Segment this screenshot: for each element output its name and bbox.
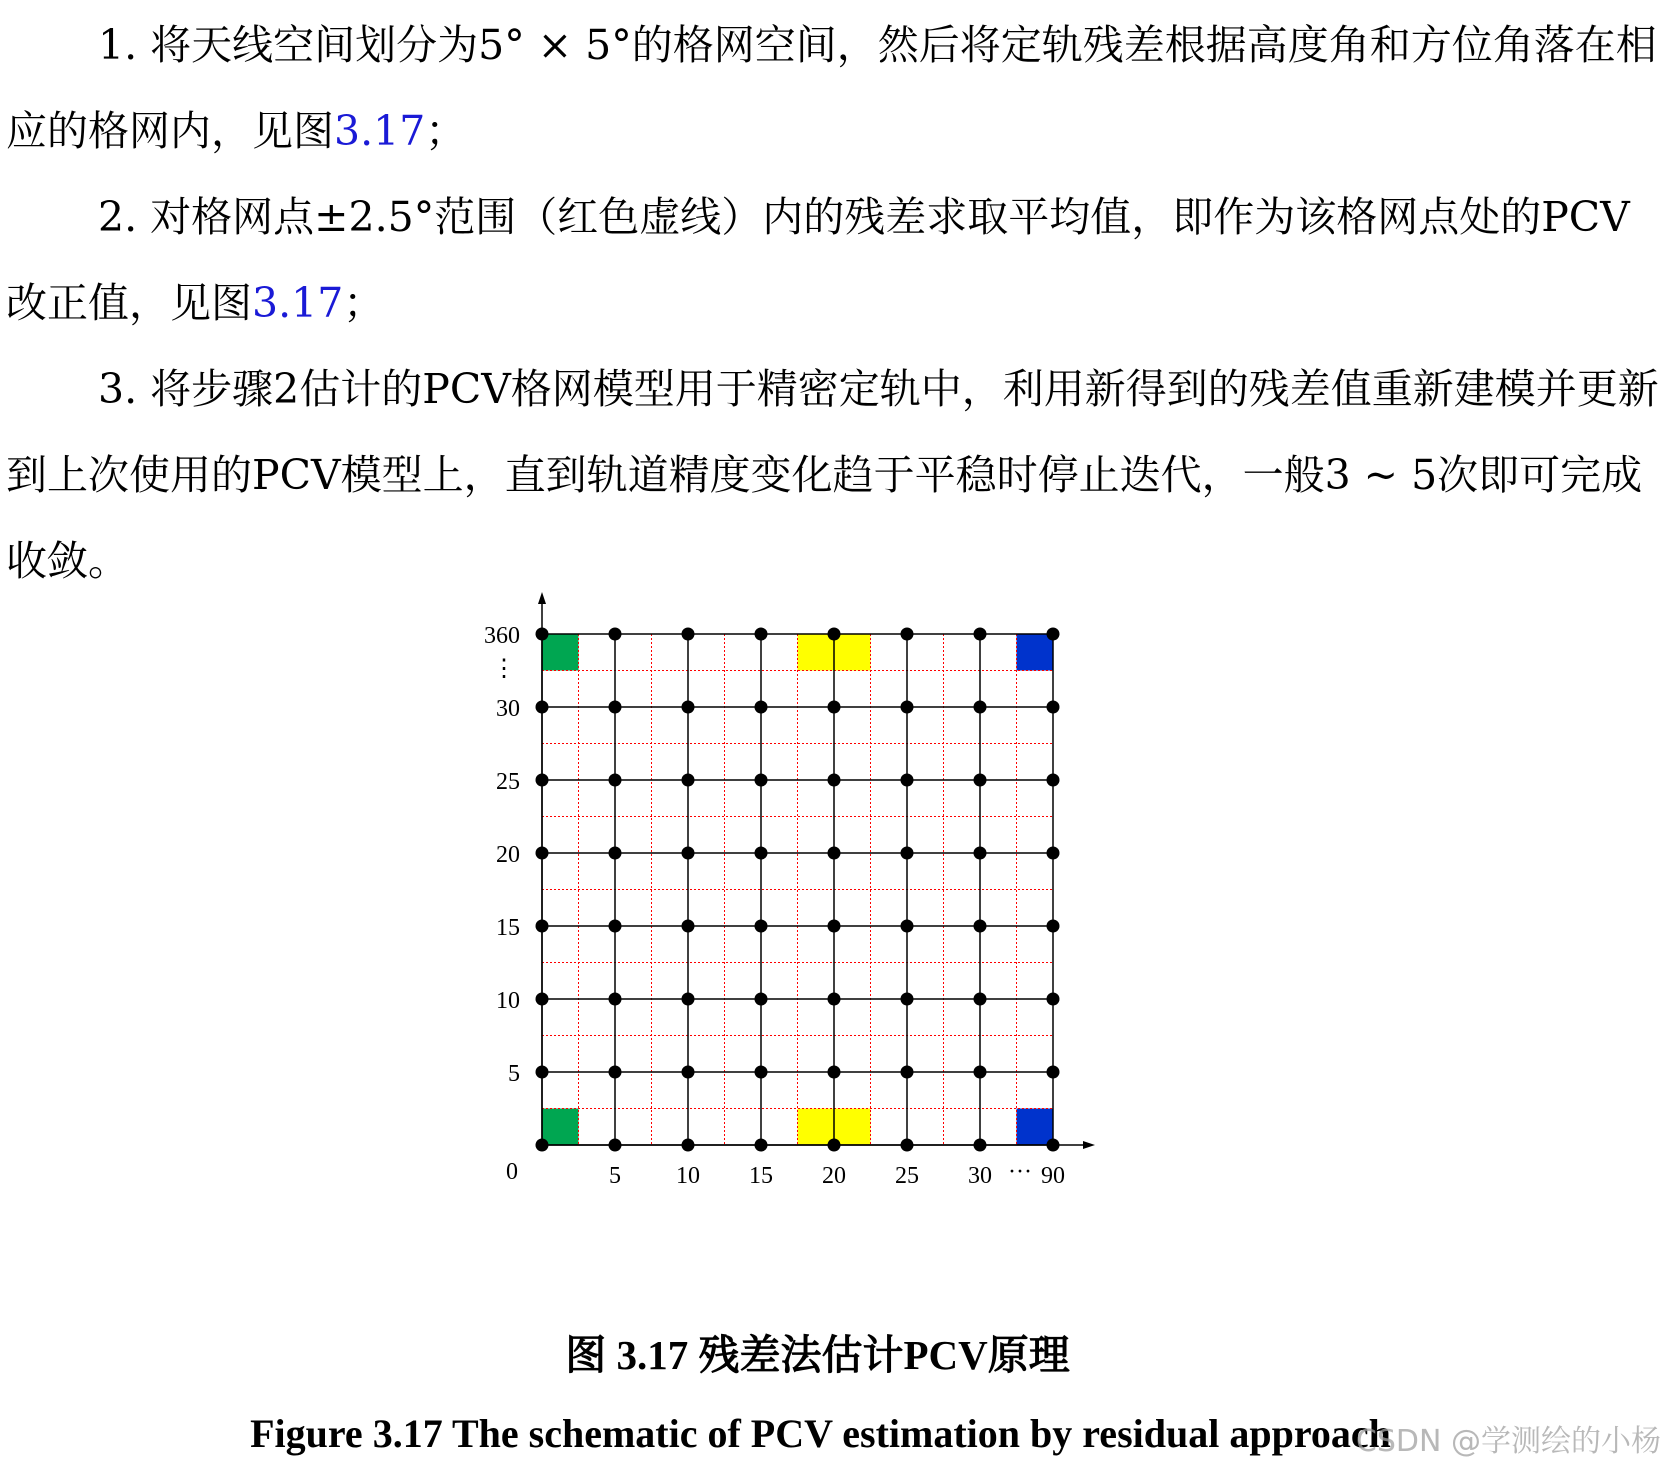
x-tick-label: 20 [822, 1163, 846, 1189]
x-ellipsis: ··· [1008, 1159, 1032, 1185]
highlight-cell-top-blue [1017, 634, 1054, 671]
grid-point [755, 774, 768, 787]
grid-point [536, 774, 549, 787]
grid-point [828, 774, 841, 787]
x-tick-label: 5 [609, 1163, 621, 1189]
grid-point [1047, 847, 1060, 860]
grid-point [536, 1066, 549, 1079]
grid-point [682, 847, 695, 860]
grid-point [609, 701, 622, 714]
paragraph-punct: ； [343, 279, 385, 327]
grid-point [828, 701, 841, 714]
grid-point [609, 847, 622, 860]
grid-point [901, 701, 914, 714]
watermark: CSDN @学测绘的小杨 [1355, 1424, 1661, 1459]
highlight-cell-bottom-blue [1017, 1109, 1054, 1146]
y-tick-label: 30 [496, 696, 520, 722]
grid-point [901, 993, 914, 1006]
grid-point [536, 701, 549, 714]
figure-ref-link[interactable]: 3.17 [252, 279, 344, 327]
y-tick-label: 360 [484, 623, 520, 649]
grid-point [682, 774, 695, 787]
grid-point [536, 847, 549, 860]
paragraph-text: 3. 将步骤2估计的PCV格网模型用于精密定轨中，利用新得到的残差值重新建模并更新到上次使用的PCV模型上，直到轨道精度变化趋于平稳时停止迭代，一般3 ~ 5次即可完成收敛。 [6, 365, 1659, 585]
grid-point [828, 628, 841, 641]
grid-point [901, 628, 914, 641]
y-tick-label: 5 [508, 1061, 520, 1087]
grid-point [828, 1066, 841, 1079]
highlight-cell-top-green [542, 634, 579, 671]
x-tick-label: 90 [1041, 1163, 1065, 1189]
grid-point [1047, 1139, 1060, 1152]
grid-point [755, 1139, 768, 1152]
grid-point [609, 628, 622, 641]
grid-point [974, 847, 987, 860]
grid-point [901, 920, 914, 933]
paragraph-step-2 [6, 174, 1666, 346]
grid-point [828, 1139, 841, 1152]
grid-point [609, 774, 622, 787]
grid-point [901, 774, 914, 787]
grid-point [682, 1139, 695, 1152]
grid-point [536, 628, 549, 641]
origin-label: 0 [506, 1159, 518, 1185]
grid-point [609, 1139, 622, 1152]
highlight-cell-bottom-green [542, 1109, 579, 1146]
grid-point [609, 993, 622, 1006]
grid-point [1047, 774, 1060, 787]
y-tick-label: 25 [496, 769, 520, 795]
figure-ref-link[interactable]: 3.17 [334, 107, 426, 155]
grid-point [974, 993, 987, 1006]
figure-caption-english: Figure 3.17 The schematic of PCV estimation by residual approach [250, 1411, 1391, 1456]
y-tick-label: 20 [496, 842, 520, 868]
grid-point [682, 1066, 695, 1079]
grid-point [974, 1139, 987, 1152]
grid-point [1047, 993, 1060, 1006]
grid-point [536, 1139, 549, 1152]
grid-point [682, 701, 695, 714]
paragraph-step-3 [6, 346, 1666, 604]
x-tick-label: 30 [968, 1163, 992, 1189]
grid-point [1047, 1066, 1060, 1079]
grid-point [828, 920, 841, 933]
x-tick-label: 15 [749, 1163, 773, 1189]
grid-point [755, 628, 768, 641]
grid-point [755, 920, 768, 933]
x-axis-arrow [1083, 1141, 1095, 1149]
grid-point [609, 920, 622, 933]
grid-point [974, 774, 987, 787]
grid-point [828, 847, 841, 860]
paragraph-punct: ； [425, 107, 467, 155]
y-ellipsis: ⋮ [492, 656, 516, 682]
paragraph-text: 2. 对格网点±2.5°范围（红色虚线）内的残差求取平均值，即作为该格网点处的PCV改正值，见图 [6, 193, 1630, 327]
grid-point [974, 920, 987, 933]
x-tick-label: 10 [676, 1163, 700, 1189]
grid-point [755, 993, 768, 1006]
grid-point [682, 920, 695, 933]
grid-point [682, 993, 695, 1006]
grid-point [1047, 701, 1060, 714]
grid-point [901, 1139, 914, 1152]
x-tick-label: 25 [895, 1163, 919, 1189]
grid-point [609, 1066, 622, 1079]
grid-point [536, 993, 549, 1006]
y-tick-label: 10 [496, 988, 520, 1014]
grid-point [536, 920, 549, 933]
grid-point [974, 1066, 987, 1079]
grid-point [1047, 920, 1060, 933]
grid-point [974, 628, 987, 641]
grid-point [755, 701, 768, 714]
figure-caption-chinese: 图 3.17 残差法估计PCV原理 [565, 1332, 1070, 1378]
grid-point [901, 847, 914, 860]
y-tick-label: 15 [496, 915, 520, 941]
pcv-grid-figure [484, 620, 1110, 1200]
grid-point [901, 1066, 914, 1079]
grid-point [828, 993, 841, 1006]
grid-point [755, 847, 768, 860]
grid-point [974, 701, 987, 714]
grid-point [682, 628, 695, 641]
grid-point [1047, 628, 1060, 641]
paragraph-text: 1. 将天线空间划分为5° × 5°的格网空间，然后将定轨残差根据高度角和方位角落在相应的格网内，见图 [6, 21, 1657, 155]
grid-point [755, 1066, 768, 1079]
paragraph-step-1 [6, 2, 1666, 174]
